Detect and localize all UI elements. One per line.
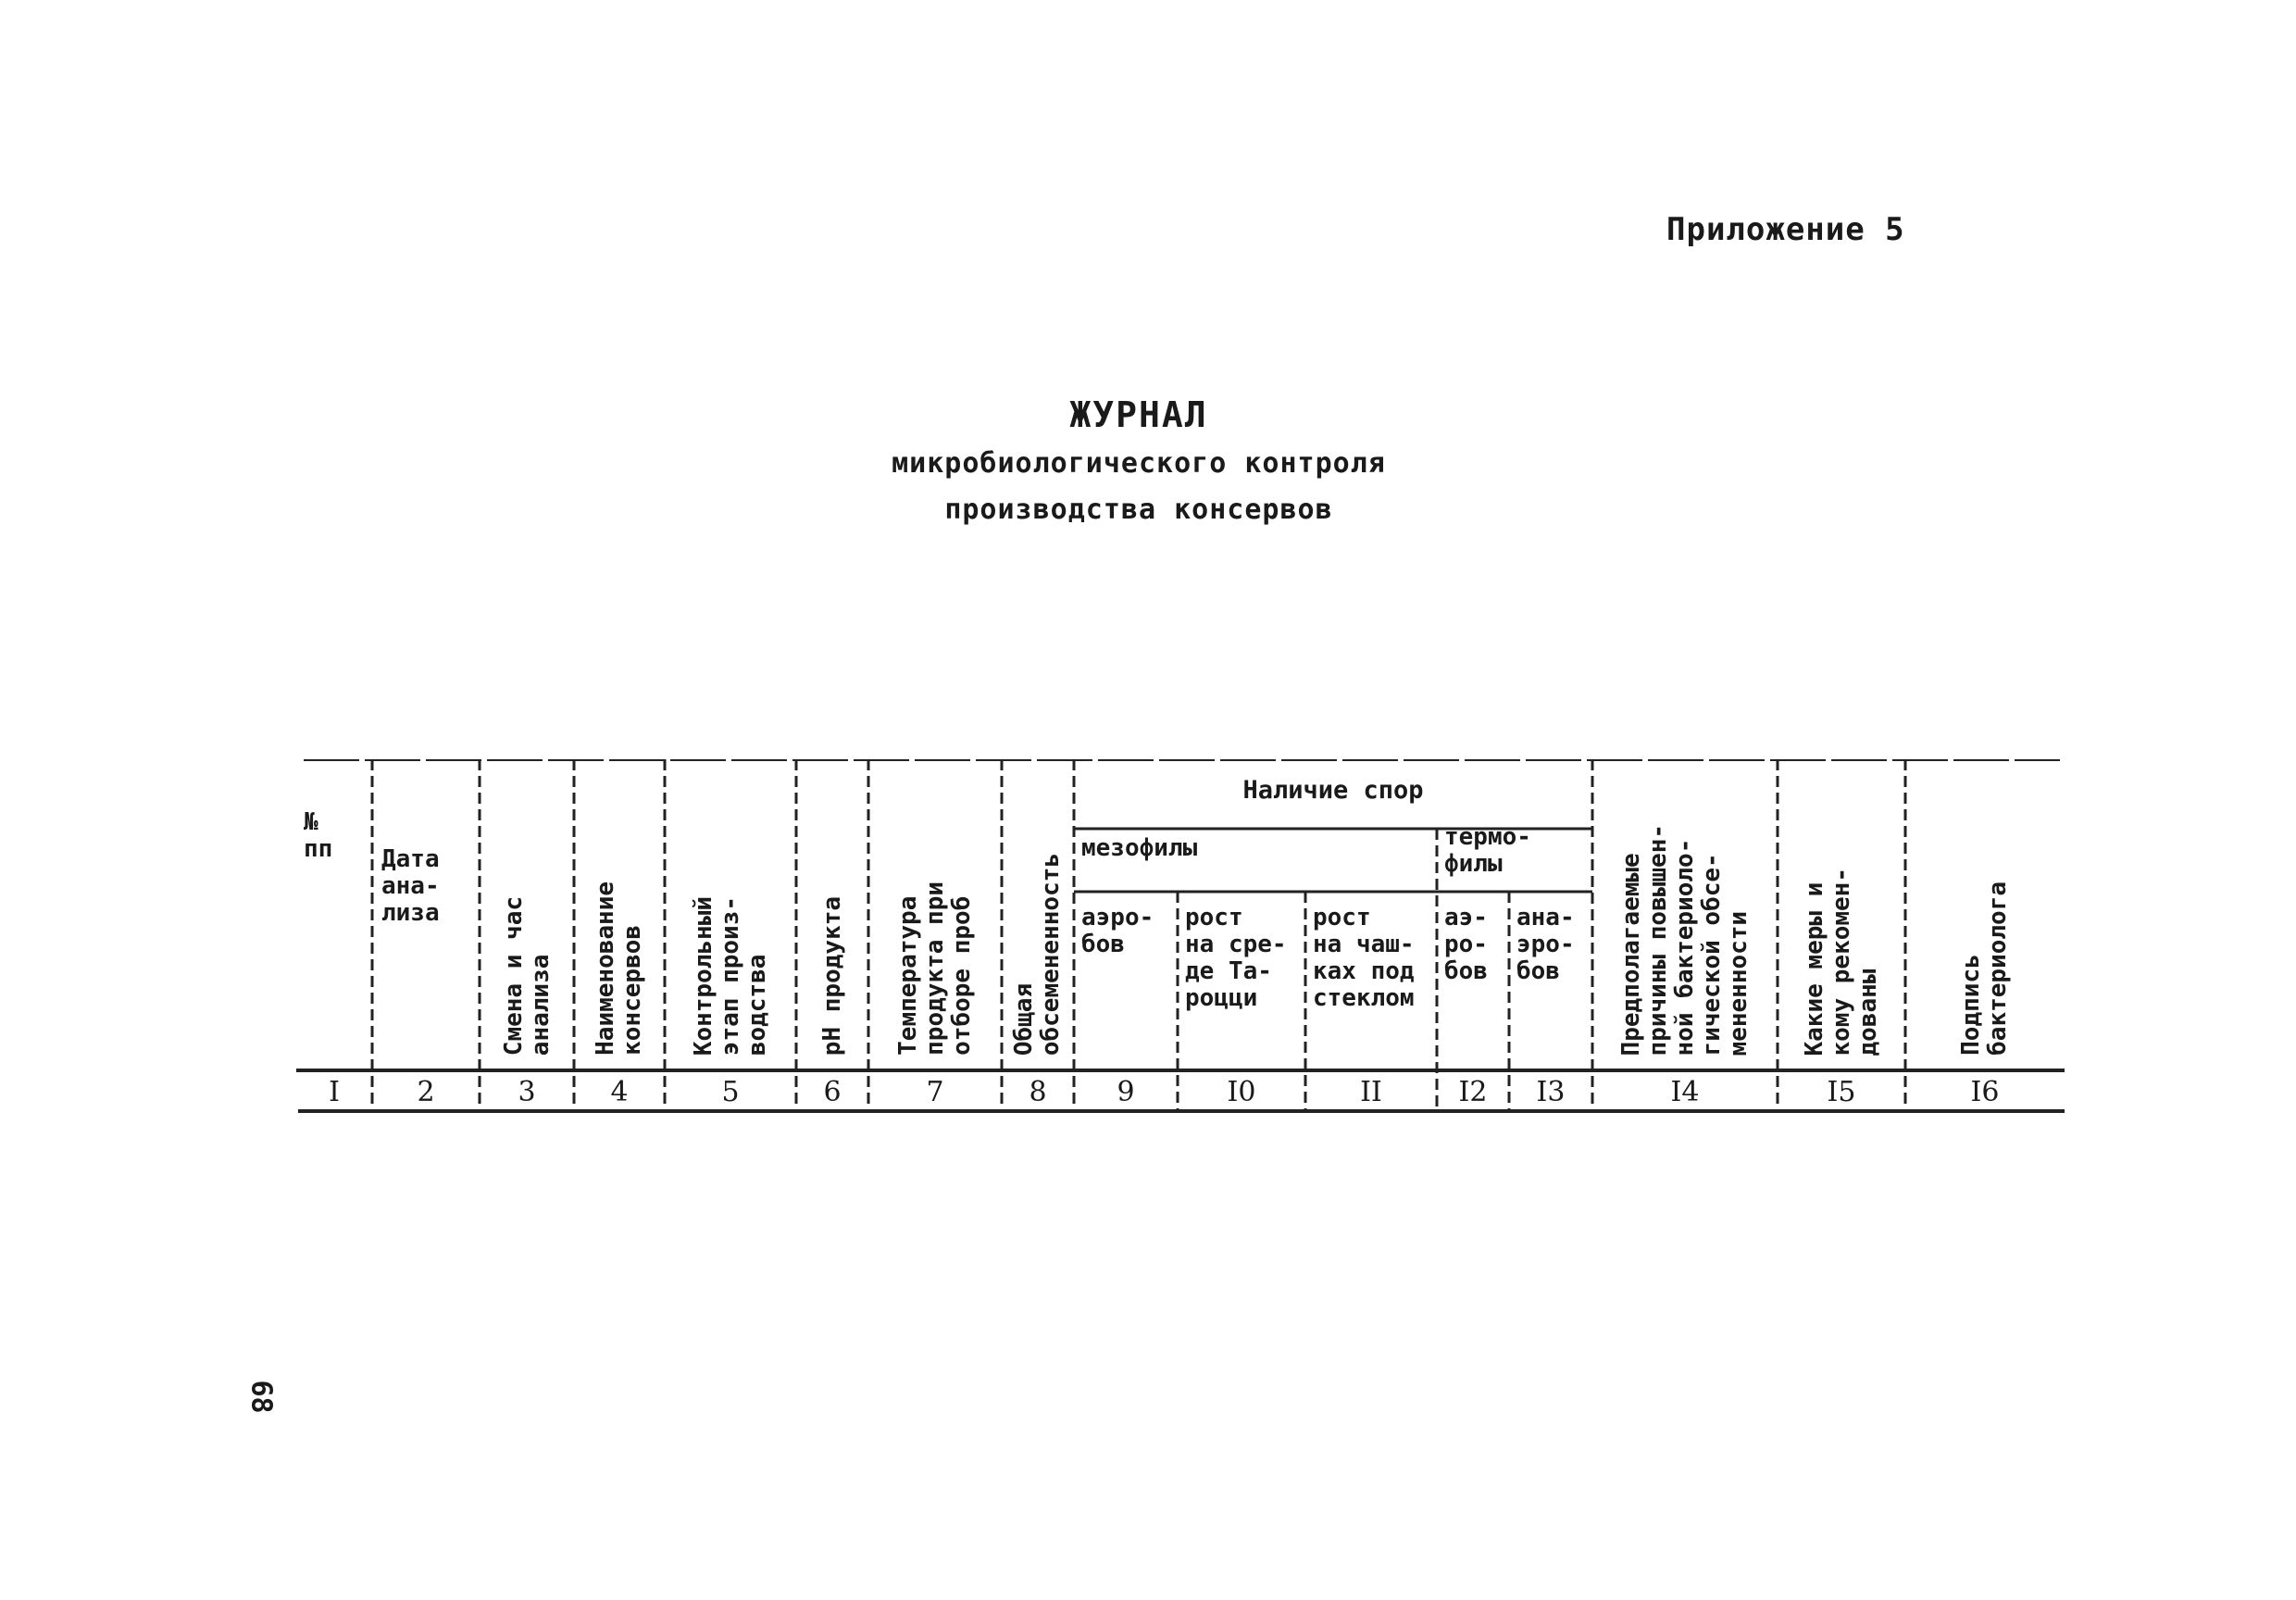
header-growth-tarozzi: рост на сре- де Та- роцци bbox=[1185, 904, 1287, 1012]
column-number: I5 bbox=[1827, 1076, 1856, 1108]
header-analysis-date: Дата ана- лиза bbox=[381, 845, 440, 927]
header-measures-recommended: Какие меры и кому рекомен- дованы bbox=[1800, 867, 1882, 1056]
header-control-stage: Контрольный этап произ- водства bbox=[689, 895, 771, 1056]
header-product-ph: рН продукта bbox=[817, 895, 846, 1056]
page-number: 68 bbox=[244, 1379, 278, 1414]
column-number: II bbox=[1360, 1076, 1382, 1108]
journal-subtitle-line2: производства консервов bbox=[944, 494, 1333, 526]
header-product-temperature: Температура продукта при отборе проб bbox=[893, 881, 976, 1056]
column-number: 7 bbox=[926, 1076, 944, 1108]
column-number: I2 bbox=[1458, 1076, 1488, 1108]
column-number: 8 bbox=[1029, 1076, 1047, 1108]
header-shift-hour: Смена и час анализа bbox=[500, 895, 555, 1056]
header-spores-presence: Наличие спор bbox=[1242, 776, 1424, 805]
journal-table bbox=[296, 759, 2065, 1130]
header-row-number: № пп bbox=[304, 808, 333, 863]
column-number: I bbox=[329, 1076, 340, 1108]
column-number: I3 bbox=[1536, 1076, 1566, 1108]
column-number: 4 bbox=[610, 1076, 629, 1108]
header-thermophiles: термо- филы bbox=[1444, 823, 1531, 878]
column-number: 2 bbox=[417, 1076, 435, 1108]
column-number: I4 bbox=[1670, 1076, 1700, 1108]
journal-title: ЖУРНАЛ bbox=[1069, 394, 1208, 435]
header-anaerobes-thermophilic: ана- эро- бов bbox=[1516, 904, 1575, 985]
header-bacteriologist-signature: Подпись бактериолога bbox=[1957, 881, 2012, 1056]
header-aerobes-mesophilic: аэро- бов bbox=[1081, 904, 1154, 958]
header-probable-causes: Предполагаемые причины повышен- ной бактериоло- гической обсе- мененности bbox=[1616, 823, 1753, 1056]
column-number: 6 bbox=[823, 1076, 842, 1108]
header-total-contamination: Общая обсемененность bbox=[1010, 852, 1065, 1056]
column-number: 9 bbox=[1117, 1076, 1135, 1108]
header-growth-under-glass: рост на чаш- ках под стеклом bbox=[1313, 904, 1415, 1012]
column-number: 5 bbox=[721, 1076, 740, 1108]
header-product-name: Наименование консервов bbox=[592, 881, 646, 1056]
header-aerobes-thermophilic: аэ- ро- бов bbox=[1444, 904, 1488, 985]
column-number: I6 bbox=[1970, 1076, 2000, 1108]
column-number: I0 bbox=[1227, 1076, 1256, 1108]
appendix-label: Приложение 5 bbox=[1666, 211, 1905, 248]
journal-subtitle-line1: микробиологического контроля bbox=[892, 447, 1386, 480]
header-mesophiles: мезофилы bbox=[1081, 834, 1198, 862]
title-block bbox=[648, 389, 1629, 533]
column-number: 3 bbox=[518, 1076, 536, 1108]
